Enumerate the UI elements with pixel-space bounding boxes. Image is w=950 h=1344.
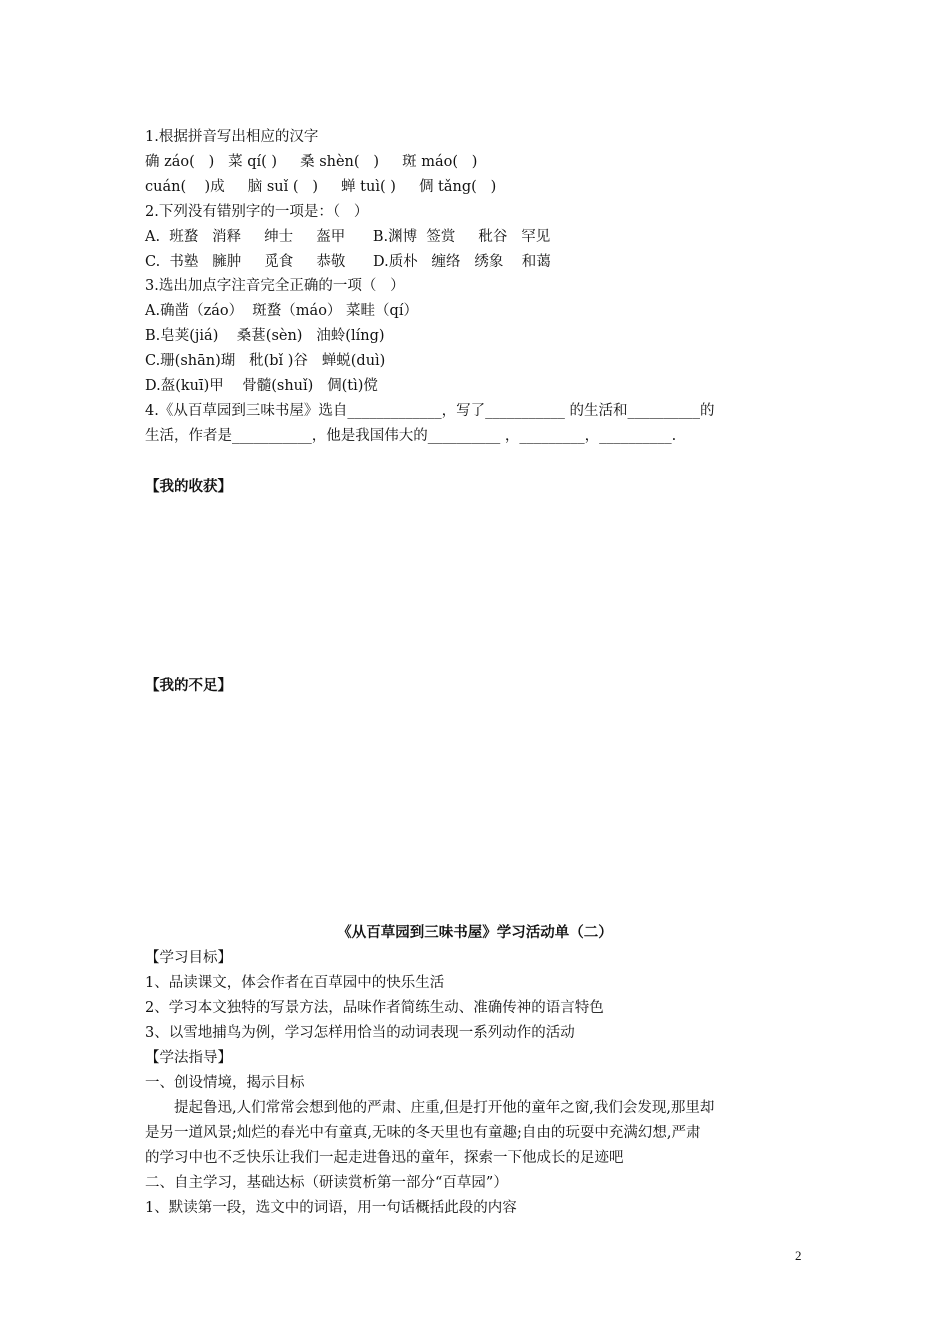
page-number: 2 xyxy=(795,1248,802,1263)
part-2-heading: 二、自主学习，基础达标（研读赏析第一部分“百草园”） xyxy=(145,1175,508,1191)
shortfall-heading: 【我的不足】 xyxy=(145,677,232,694)
goal-3: 3、以雪地捕鸟为例，学习怎样用恰当的动词表现一系列动作的活动 xyxy=(145,1025,575,1041)
question-2-options-cd: C. 书塾 臃肿 觅食 恭敬 D.质朴 缠络 绣象 和蔼 xyxy=(145,254,551,270)
activity-sheet-title: 《从百草园到三味书屋》学习活动单（二） xyxy=(337,925,613,941)
question-2-title: 2.下列没有错别字的一项是：（ ） xyxy=(145,204,369,220)
method-heading: 【学法指导】 xyxy=(145,1050,232,1066)
question-3-option-a: A.确凿（záo） 斑蝥（máo） 菜畦（qí） xyxy=(145,303,418,319)
question-3-option-b: B.皂荚(jiá) 桑葚(sèn) 油蛉(líng) xyxy=(145,328,385,344)
task-1: 1、默读第一段，选文中的词语，用一句话概括此段的内容 xyxy=(145,1200,517,1216)
intro-paragraph-line-2: 是另一道风景;灿烂的春光中有童真,无味的冬天里也有童趣;自由的玩耍中充满幻想,严肃 xyxy=(145,1125,701,1141)
question-1-line-2: cuán( )成 脑 suǐ ( ) 蝉 tuì( ) 倜 tǎng( ) xyxy=(145,179,497,195)
question-3-option-d: D.盔(kuī)甲 骨髓(shuǐ) 倜(tì)傥 xyxy=(145,378,378,394)
goal-2: 2、学习本文独特的写景方法，品味作者简练生动、准确传神的语言特色 xyxy=(145,1000,604,1016)
goals-heading: 【学习目标】 xyxy=(145,950,232,966)
intro-paragraph-line-1: 提起鲁迅,人们常常会想到他的严肃、庄重,但是打开他的童年之窗,我们会发现,那里却 xyxy=(174,1100,715,1116)
intro-paragraph-line-3: 的学习中也不乏快乐让我们一起走进鲁迅的童年，探索一下他成长的足迹吧 xyxy=(145,1150,624,1166)
question-1-line-1: 确 záo( ) 菜 qí( ) 桑 shèn( ) 斑 máo( ) xyxy=(145,154,478,170)
question-4-line-2: 生活，作者是___________，他是我国伟大的__________ ，_________，__________. xyxy=(145,428,677,444)
harvest-heading: 【我的收获】 xyxy=(145,478,232,495)
question-1-title: 1.根据拼音写出相应的汉字 xyxy=(145,129,319,145)
question-3-option-c: C.珊(shān)瑚 秕(bǐ )谷 蝉蜕(duì) xyxy=(145,353,386,369)
part-1-heading: 一、创设情境，揭示目标 xyxy=(145,1075,305,1091)
question-4-line-1: 4.《从百草园到三味书屋》选自_____________，写了___________ 的生活和__________的 xyxy=(145,403,715,419)
question-3-title: 3.选出加点字注音完全正确的一项（ ） xyxy=(145,278,405,294)
goal-1: 1、品读课文，体会作者在百草园中的快乐生活 xyxy=(145,975,445,991)
question-2-options-ab: A. 班蝥 消释 绅士 盔甲 B.渊博 签赏 秕谷 罕见 xyxy=(145,229,551,245)
